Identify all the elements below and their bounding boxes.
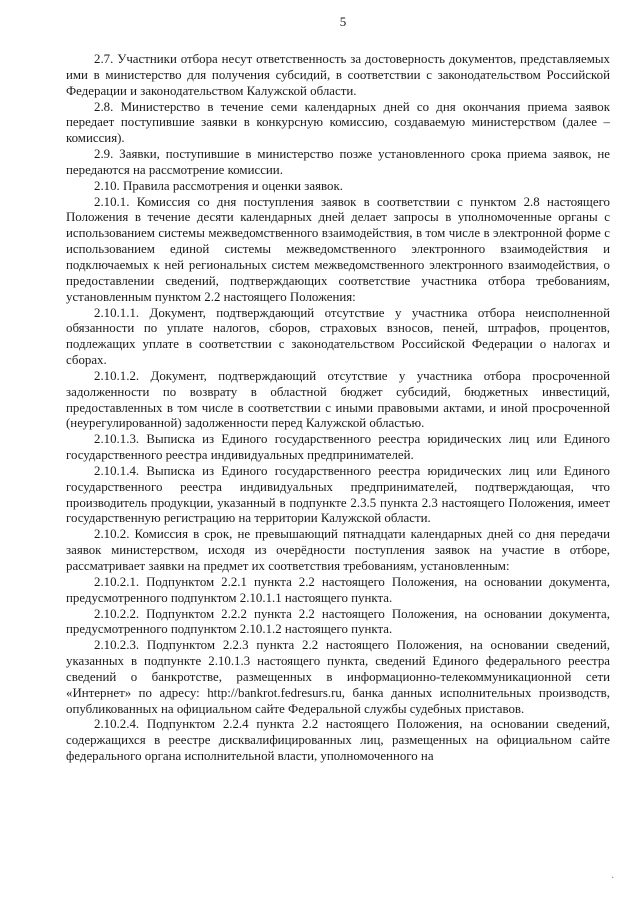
paragraph-2-8: 2.8. Министерство в течение семи календарных дней со дня окончания приема заявок передает поступившие заявки в конкурсную комиссию, создаваемую министерством (далее – комиссия).	[66, 99, 610, 146]
paragraph-2-10-1-2: 2.10.1.2. Документ, подтверждающий отсутствие у участника отбора просроченной задолженности по возврату в областной бюджет субсидий, бюджетных инвестиций, предоставленных в том числе в соответствии с иными правовыми актами, и иной просроченной (неурегулированной) задолженности перед Калужской областью.	[66, 368, 610, 431]
paragraph-2-10-2-2: 2.10.2.2. Подпунктом 2.2.2 пункта 2.2 настоящего Положения, на основании документа, предусмотренного подпунктом 2.10.1.2 настоящего пункта.	[66, 606, 610, 637]
paragraph-2-10: 2.10. Правила рассмотрения и оценки заявок.	[94, 178, 343, 193]
paragraph-2-10-1: 2.10.1. Комиссия со дня поступления заявок в соответствии с пунктом 2.8 настоящего Положения в течение десяти календарных дней делает запросы в уполномоченные органы с использованием системы межведомственного взаимодействия, в том числе в электронной форме с использованием единой системы межведомственного электронного взаимодействия и подключаемых к ней региональных систем межведомственного электронного взаимодействия, о предоставлении сведений, подтверждающих соответствие участника отбора требованиям, установленным пунктом 2.2 настоящего Положения:	[66, 194, 610, 304]
paragraph-2-10-1-3: 2.10.1.3. Выписка из Единого государственного реестра юридических лиц или Единого государственного реестра индивидуальных предпринимателей.	[66, 432, 610, 463]
paragraph-2-10-2: 2.10.2. Комиссия в срок, не превышающий пятнадцати календарных дней со дня передачи заявок министерством, исходя из очерёдности поступления заявок на участие в отборе, рассматривает заявки на предмет их соответствия требованиям, установленным:	[66, 527, 610, 573]
scan-mark: .	[611, 870, 614, 881]
paragraph-2-10-1-4: 2.10.1.4. Выписка из Единого государственного реестра юридических лиц или Единого государственного реестра индивидуальных предпринимателей, подтверждающая, что производитель продукции, указанный в подпункте 2.3.5 пункта 2.3 настоящего Положения, имеет государственную регистрацию на территории Калужской области.	[66, 463, 610, 526]
paragraph-2-10-2-4: 2.10.2.4. Подпунктом 2.2.4 пункта 2.2 настоящего Положения, на основании сведений, содержащихся в реестре дисквалифицированных лиц, размещенных на официальном сайте федерального органа исполнительной власти, уполномоченного на	[66, 717, 610, 764]
paragraph-2-9: 2.9. Заявки, поступившие в министерство позже установленного срока приема заявок, не передаются на рассмотрение комиссии.	[66, 147, 610, 177]
paragraph-2-10-1-1: 2.10.1.1. Документ, подтверждающий отсутствие у участника отбора неисполненной обязанности по уплате налогов, сборов, страховых взносов, пеней, штрафов, процентов, подлежащих уплате в соответствии с законодательством Российской Федерации о налогах и сборах.	[66, 305, 610, 368]
paragraph-2-10-2-3: 2.10.2.3. Подпунктом 2.2.3 пункта 2.2 настоящего Положения, на основании сведений, указанных в подпункте 2.10.1.3 настоящего пункта, сведений Единого федерального реестра сведений о банкротстве, размещенных в информационно-телекоммуникационной сети «Интернет» по адресу: http://bankrot.fedresurs.ru, банка данных исполнительных производств, опубликованных на официальном сайте Федеральной службы судебных приставов.	[66, 638, 610, 716]
page-number: 5	[339, 14, 347, 29]
paragraph-2-10-2-1: 2.10.2.1. Подпунктом 2.2.1 пункта 2.2 настоящего Положения, на основании документа, предусмотренного подпунктом 2.10.1.1 настоящего пункта.	[66, 574, 610, 605]
paragraph-2-7: 2.7. Участники отбора несут ответственность за достоверность документов, представляемых ими в министерство для получения субсидий, в соответствии с законодательством Российской Федерации и законодательством Калужской области.	[66, 52, 610, 98]
